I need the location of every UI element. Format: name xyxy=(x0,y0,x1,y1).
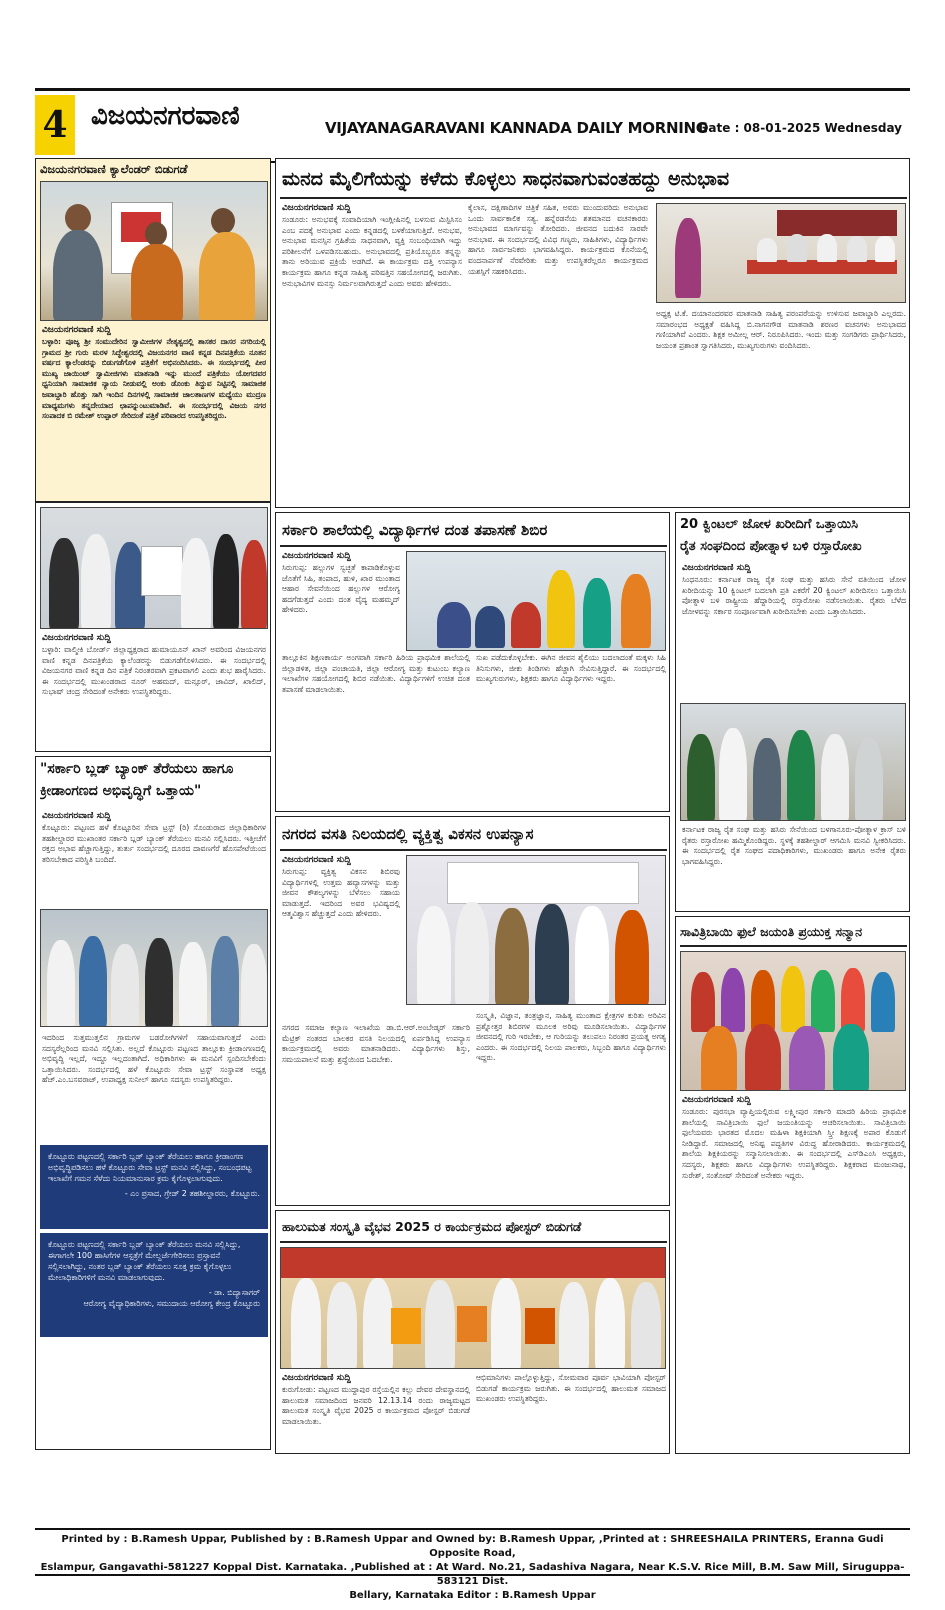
date: Date : 08-01-2025 Wednesday xyxy=(698,121,902,135)
dental-rule xyxy=(280,545,667,547)
halumatha-body-2: ಆಭಿಮಾನಿಗಳು ಪಾಲ್ಗೊಳ್ಳುತ್ತಿದ್ದು, ಸೋಮವಾರ ಪೂರ್ವ ಭಾವಿಯಾಗಿ ಪೋಸ್ಟರ್ ಬಿಡುಗಡೆ ಕಾರ್ಯಕ್ರಮ ಜರುಗಿತು. ಈ ಸಂದರ್ಭದಲ್ಲಿ ಹಾಲುಮತ ಸಮಾಜದ ಮುಖಂಡರು ಉಪಸ್ಥಿತರಿದ್ದರು. xyxy=(476,1373,666,1404)
hostel-headline: ನಗರದ ವಸತಿ ನಿಲಯದಲ್ಲಿ ವ್ಯಕ್ತಿತ್ವ ವಿಕಸನ ಉಪನ್ಯಾಸ xyxy=(282,825,534,843)
calendar-2-body: ಬಳ್ಳಾರಿ: ವಾಲ್ಮೀಕಿ ಬೋರ್ಡ್ ಜಿಲ್ಲಾಧ್ಯಕ್ಷರಾದ ಹುಮಾಯೂನ್ ಖಾನ್ ಅವರಿಂದ ವಿಜಯನಗರ ವಾಣಿ ಕನ್ನಡ ದಿನಪತ್ರಿಕೆಯ ಕ್ಯಾಲೆಂಡರನ್ನು ಬಿಡುಗಡೆಗೊಳಿಸಿದರು. ಈ ಸಂದರ್ಭದಲ್ಲಿ ವಿಜಯನಗರ ವಾಣಿ ಕನ್ನಡ ದಿನ ಪತ್ರಿಕೆ ನಿರಂತರವಾಗಿ ಪ್ರಕಟವಾಗಲಿ ಎಂದು ಶುಭ ಹಾರೈಸಿದರು. ಈ ಸಂದರ್ಭದಲ್ಲಿ ಮುಖಂಡರಾದ ನೂರ್ ಅಹಮದ್, ಮನ್ಸೂರ್, ಜಾವಿದ್, ಖಾಲಿದ್, ಸುಭಾಷ್ ಚಂದ್ರ ಸೇರಿದಂತೆ ಅನೇಕರು ಉಪಸ್ಥಿತರಿದ್ದರು. xyxy=(42,645,266,697)
notice-tahsildar-text: ಕೊಟ್ಟೂರು ಪಟ್ಟಣದಲ್ಲಿ ಸರ್ಕಾರಿ ಬ್ಲಡ್ ಬ್ಯಾಂಕ್ ತೆರೆಯಲು ಹಾಗೂ ಕ್ರೀಡಾಂಗಣ ಅಭಿವೃದ್ಧಿಪಡಿಸಲು ಹಳೆ ಕೊಟ್ಟೂರು ಸೇವಾ ಟ್ರಸ್ಟ್ ಮನವಿ ಸಲ್ಲಿಸಿದ್ದು, ಸಂಬಂಧಪಟ್ಟ ಇಲಾಖೆಗೆ ಗಮನ ಸೆಳೆದು ನಿಯಮಾನುಸಾರ ಕ್ರಮ ಕೈಗೊಳ್ಳಲಾಗುವುದು. xyxy=(48,1152,252,1183)
dental-body-1: ಸಿರುಗುಪ್ಪ: ಹಲ್ಲುಗಳ ಸ್ವಚ್ಛತೆ ಕಾಪಾಡಿಕೊಳ್ಳುವ ಜೊತೆಗೆ ಸಿಹಿ, ತಂಪಾದ, ಹುಳಿ, ಖಾರ ಮುಂತಾದ ಆಹಾರ ಸೇವನೆಯಿಂದ ಹಲ್ಲುಗಳ ಆರೋಗ್ಯ ಹದಗೆಡುತ್ತದೆ ಎಂದು ದಂತ ವೈದ್ಯ ಮಹಮ್ಮದ್ ಹೇಳಿದರು. xyxy=(282,563,400,615)
calendar-release-photo-2 xyxy=(40,507,268,629)
savitribai-byline: ವಿಜಯನಗರವಾಣಿ ಸುದ್ದಿ xyxy=(682,1095,751,1105)
dental-body-2: ತಾಲ್ಲೂಕಿನ ಶಿಕ್ಷಣಕಾರ್ಯ ಅಂಗವಾಗಿ ಸರ್ಕಾರಿ ಹಿರಿಯ ಪ್ರಾಥಮಿಕ ಶಾಲೆಯಲ್ಲಿ ಜಿಲ್ಲಾಡಳಿತ, ಜಿಲ್ಲಾ ಪಂಚಾಯತಿ, ಜಿಲ್ಲಾ ಆರೋಗ್ಯ ಮತ್ತು ಕುಟುಂಬ ಕಲ್ಯಾಣ ಇಲಾಖೆಗಳ ಸಹಯೋಗದಲ್ಲಿ ಶಿಬಿರ ನಡೆಯಿತು. ವಿದ್ಯಾರ್ಥಿಗಳಿಗೆ ಉಚಿತ ದಂತ ತಪಾಸಣೆ ಮಾಡಲಾಯಿತು. xyxy=(282,653,470,694)
dental-story xyxy=(275,512,670,812)
hostel-body-3: ಸಂಸ್ಕೃತಿ, ವಿಜ್ಞಾನ, ತಂತ್ರಜ್ಞಾನ, ಸಾಹಿತ್ಯ ಮುಂತಾದ ಕ್ಷೇತ್ರಗಳ ಕುರಿತು ಅರಿವಿನ ಪ್ರಶ್ನೋತ್ತರ ಶಿಬಿರಗಳ ಮೂಲಕ ಅರಿವು ಮೂಡಿಸಲಾಯಿತು. ವಿದ್ಯಾರ್ಥಿಗಳ ಜೀವನದಲ್ಲಿ ಗುರಿ ಇರಬೇಕು, ಆ ಗುರಿಯನ್ನು ತಲುಪಲು ನಿರಂತರ ಪ್ರಯತ್ನ ಅಗತ್ಯ ಎಂದರು. ಈ ಸಂದರ್ಭದಲ್ಲಿ ನಿಲಯ ಪಾಲಕರು, ಸಿಬ್ಬಂದಿ ಹಾಗೂ ವಿದ್ಯಾರ್ಥಿಗಳು ಇದ್ದರು. xyxy=(476,1011,666,1063)
imprint-line-1: Printed by : B.Ramesh Uppar, Published by : B.Ramesh Uppar and Owned by: B.Ramesh Uppar, ,Printed at : SHREESHAILA PRINTERS, Eranna Gudi Opposite Road, xyxy=(61,1534,884,1559)
calendar-2-byline: ವಿಜಯನಗರವಾಣಿ ಸುದ್ದಿ xyxy=(42,633,111,643)
halumatha-body-1: ಕುರುಗೋಡು: ಪಟ್ಟಣದ ಮುದ್ದಾಪುರ ರಸ್ತೆಯಲ್ಲಿನ ಕಲ್ಲು ದೇವರ ದೇವಸ್ಥಾನದಲ್ಲಿ ಹಾಲುಮತ ಸಮಾಜದಿಂದ ಜನವರಿ 12.13.14 ರಂದು ರಾಜ್ಯಮಟ್ಟದ ಹಾಲುಮತ ಸಂಸ್ಕೃತಿ ವೈಭವ 2025 ರ ಕಾರ್ಯಕ್ರಮದ ಪೋಸ್ಟರ್ ಬಿಡುಗಡೆ ಮಾಡಲಾಯಿತು. xyxy=(282,1385,470,1426)
notice-doctor xyxy=(40,1233,268,1337)
dental-body-3: ಸುಖ ಪಡೆದುಕೊಳ್ಳಬೇಕು. ಈಗಿನ ಜೀವನ ಶೈಲಿಯು ಬದಲಾದಂತೆ ಮಕ್ಕಳು ಸಿಹಿ ತಿನಿಸುಗಳು, ಜೀಕು ತಿಂಡಿಗಳು ಹೆಚ್ಚಾಗಿ ಸೇವಿಸುತ್ತಿದ್ದಾರೆ. ಈ ಸಂದರ್ಭದಲ್ಲಿ ಮುಖ್ಯಗುರುಗಳು, ಶಿಕ್ಷಕರು ಹಾಗೂ ವಿದ್ಯಾರ್ಥಿಗಳು ಇದ್ದರು. xyxy=(476,653,666,684)
calendar-byline: ವಿಜಯನಗರವಾಣಿ ಸುದ್ದಿ xyxy=(42,325,111,335)
hostel-photo xyxy=(406,855,666,1005)
farmers-headline-2: ರೈತ ಸಂಘದಿಂದ ಪೋತ್ನಾಳ ಬಳಿ ರಸ್ತಾರೋಖ xyxy=(680,539,862,554)
calendar-headline: ವಿಜಯನಗರವಾಣಿ ಕ್ಯಾಲೆಂಡರ್ ಬಿಡುಗಡೆ xyxy=(40,162,188,176)
notice-doctor-signature-2: ಆರೋಗ್ಯ ವೈದ್ಯಾಧಿಕಾರಿಗಳು, ಸಮುದಾಯ ಆರೋಗ್ಯ ಕೇಂದ್ರ ಕೊಟ್ಟೂರು xyxy=(83,1299,260,1308)
farmers-body-1: ಸಿಂಧನೂರು: ಕರ್ನಾಟಕ ರಾಜ್ಯ ರೈತ ಸಂಘ ಮತ್ತು ಹಸಿರು ಸೇನೆ ವತಿಯಿಂದ ಜೋಳ ಖರೀದಿಯನ್ನು 10 ಕ್ವಿಂಟಲ್ ಬದಲಾಗಿ ಪ್ರತಿ ಎಕರೆಗೆ 20 ಕ್ವಿಂಟಲ್ ಖರೀದಿಸಲು ಒತ್ತಾಯಿಸಿ ಪೋತ್ನಾಳ ಬಳಿ ರಾಷ್ಟ್ರೀಯ ಹೆದ್ದಾರಿಯಲ್ಲಿ ರಸ್ತಾರೋಖ ನಡೆಸಲಾಯಿತು. ರೈತರು ಬೆಳೆದ ಜೋಳವನ್ನು ಸರ್ಕಾರ ಸಂಪೂರ್ಣವಾಗಿ ಖರೀದಿಸಬೇಕು ಎಂದು ಒತ್ತಾಯಿಸಿದರು. xyxy=(682,575,906,616)
blood-bank-body-1: ಕೊಟ್ಟೂರು: ಪಟ್ಟಣದ ಹಳೆ ಕೊಟ್ಟೂರಿನ ಸೇವಾ ಟ್ರಸ್ಟ್ (ರಿ) ಸೊಂಡುರಾದ ಜಿಲ್ಲಾಧಿಕಾರಿಗಳ ತಹಶೀಲ್ದಾರರ ಮುಖಾಂತರ ಸರ್ಕಾರಿ ಬ್ಲಡ್ ಬ್ಯಾಂಕ್ ತೆರೆಯಲು ಮನವಿ ಸಲ್ಲಿಸಿದರು. ಇತ್ತೀಚೆಗೆ ರಕ್ತದ ಅಭಾವ ಹೆಚ್ಚಾಗುತ್ತಿದ್ದು, ತುರ್ತು ಸಂದರ್ಭದಲ್ಲಿ ದೂರದ ದಾವಣಗೆರೆ ಹೊಸಪೇಟೆಯಿಂದ ತರಿಸಬೇಕಾದ ಪರಿಸ್ಥಿತಿ ಬಂದಿದೆ. xyxy=(42,823,266,864)
calendar-release-photo xyxy=(40,181,268,321)
calendar-story xyxy=(35,158,271,502)
halumatha-rule xyxy=(280,1241,667,1243)
farmers-body-2: ಕರ್ನಾಟಕ ರಾಜ್ಯ ರೈತ ಸಂಘ ಮತ್ತು ಹಸಿರು ಸೇನೆಯಿಂದ ಬಳಗಾನೂರು-ಪೋತ್ನಾಳ ಕ್ರಾಸ್ ಬಳಿ ರೈತರು ರಸ್ತಾರೋಖ ಹಮ್ಮಿಕೊಂಡಿದ್ದರು. ಸ್ಥಳಕ್ಕೆ ತಹಶೀಲ್ದಾರ್ ಆಗಮಿಸಿ ಮನವಿ ಸ್ವೀಕರಿಸಿದರು. ಈ ಸಂದರ್ಭದಲ್ಲಿ ರೈತ ಸಂಘದ ಪದಾಧಿಕಾರಿಗಳು, ಮುಖಂಡರು ಹಾಗೂ ಅನೇಕ ರೈತರು ಭಾಗವಹಿಸಿದ್ದರು. xyxy=(682,825,906,866)
lead-rule xyxy=(280,197,907,199)
notice-doctor-text: ಕೊಟ್ಟೂರು ಪಟ್ಟಣದಲ್ಲಿ ಸರ್ಕಾರಿ ಬ್ಲಡ್ ಬ್ಯಾಂಕ್ ತೆರೆಯಲು ಮನವಿ ಸಲ್ಲಿಸಿದ್ದು, ಈಗಾಗಲೇ 100 ಹಾಸಿಗೆಗಳ ಆಸ್ಪತ್ರೆಗೆ ಮೇಲ್ದರ್ಜೆಗೇರಿಸಲು ಪ್ರಸ್ತಾವನೆ ಸಲ್ಲಿಸಲಾಗಿದ್ದು, ನಂತರ ಬ್ಲಡ್ ಬ್ಯಾಂಕ್ ತೆರೆಯಲು ಸೂಕ್ತ ಕ್ರಮ ಕೈಗೊಳ್ಳಲು ಮೇಲಾಧಿಕಾರಿಗಳಿಗೆ ಮನವಿ ಮಾಡಲಾಗುವುದು. xyxy=(48,1240,241,1282)
blood-bank-story xyxy=(35,756,271,1450)
imprint-line-3: Bellary, Karnataka Editor : B.Ramesh Uppar xyxy=(349,1590,596,1601)
calendar-body: ಬಳ್ಳಾರಿ: ಪೂಜ್ಯ ಶ್ರೀ ಸಂಮುದೇರಿನ ಸ್ವಾಮೀಜಿಗಳ ನೇತೃತ್ವದಲ್ಲಿ ಶಾಸಕರ ದಾಸರ ನಗರಿಯಲ್ಲಿ ಗ್ರಾಮದ ಶ್ರೀ ಗುರು ಮರಳ ಸಿದ್ಧೇಶ್ವರದಲ್ಲಿ ವಿಜಯನಗರ ವಾಣಿ ಕನ್ನಡ ದಿನಪತ್ರಿಕೆಯ ನೂತನ ವರ್ಷದ ಕ್ಯಾಲೆಂಡರನ್ನು ಬಿಡುಗಡೆಗೊಳಿ ಪತ್ರಿಕೆಗೆ ಅಭಿನಂದಿಸಿದರು. ಈ ಸಂದರ್ಭದಲ್ಲಿ ಪೀಠ ಮುಖ್ಯ ಜಾಯಿಂಟ್ ಸ್ವಾಮೀಜಿಗಳು ಮಾತನಾಡಿ ಇನ್ನು ಮುಂದೆ ಪತ್ರಿಕೆಯು ಯೋಗದವರ ಧ್ವನಿಯಾಗಿ ಸಾಮಾಜಿಕ ನ್ಯಾಯ ನೀಡುವಲ್ಲಿ ಅಂಕು ಡೊಂಕು ತಿದ್ದುವ ನಿಟ್ಟಿನಲ್ಲಿ ಸಾಮಾಜಿಕ ಜವಾಬ್ದಾರಿ ಹೊತ್ತು ಸಾಗಿ ಇಂದಿನ ದಿನಗಳಲ್ಲಿ ಸಾಮಾಜಿಕ ಜಾಲತಾಣಗಳ ಮಧ್ಯೆಯು ಮುದ್ರಣ ಮಾಧ್ಯಮಗಳು ತನ್ನದೇಯಾದ ಛಾಪನ್ನುಂಟುಮಾಡಿವೆ. ಈ ಸಂದರ್ಭದಲ್ಲಿ ವಿಜಯ ನಗರ ಸಂಪಾದಕ ಬಿ ರಮೇಶ್ ಉಪ್ಪಾರ್ ಸೇರಿದಂತೆ ಪತ್ರಿಕೆ ಪರಿವಾರದ ಉಪಸ್ಥಿತರಿದ್ದರು. xyxy=(42,337,266,421)
lead-photo xyxy=(656,203,906,303)
lead-story xyxy=(275,158,910,508)
hostel-byline: ವಿಜಯನಗರವಾಣಿ ಸುದ್ದಿ xyxy=(282,855,351,865)
calendar-story-2 xyxy=(35,502,271,752)
lead-col-2: ಕೈಲಾಸ, ದಕ್ಷಿಣಾದಿಗಳ ಚಿತ್ರಿಕೆ ಸಹಿತ, ಅವರು ಮುಂದುವರಿದು ಅನುಭಾವ ಒಂದು ಸಾರ್ವಕಾಲಿಕ ಸತ್ಯ. ಹನ್ನೆರಡನೆಯ ಶತಮಾನದ ವಚನಕಾರರು ಅನುಭಾವದ ಮಾರ್ಗವನ್ನು ತೋರಿದರು. ಜೀವನದ ಬದುಕಿನ ಸಾರವೇ ಅನುಭಾವ. ಈ ಸಂದರ್ಭದಲ್ಲಿ ವಿವಿಧ ಗಣ್ಯರು, ಸಾಹಿತಿಗಳು, ವಿದ್ಯಾರ್ಥಿಗಳು ಹಾಗೂ ಸಾರ್ವಜನಿಕರು ಭಾಗವಹಿಸಿದ್ದರು. ಕಾರ್ಯಕ್ರಮದ ಕೊನೆಯಲ್ಲಿ ವಂದನಾರ್ಪಣೆ ನೆರವೇರಿತು ಮತ್ತು ಉಪಸ್ಥಿತರೆಲ್ಲರೂ ಕಾರ್ಯಕ್ರಮದ ಯಶಸ್ಸಿಗೆ ಸಹಕರಿಸಿದರು. xyxy=(468,203,648,276)
notice-tahsildar xyxy=(40,1145,268,1229)
savitribai-headline: ಸಾವಿತ್ರಿಬಾಯಿ ಫುಲೆ ಜಯಂತಿ ಪ್ರಯುಕ್ತ ಸನ್ಮಾನ xyxy=(680,924,863,939)
savitribai-photo xyxy=(680,951,906,1091)
newspaper-page xyxy=(35,88,910,1601)
hostel-body-1: ಸಿರುಗುಪ್ಪ: ವ್ಯಕ್ತಿತ್ವ ವಿಕಸನ ಶಿಬಿರವು ವಿದ್ಯಾರ್ಥಿಗಳಲ್ಲಿ ಉತ್ತಮ ಹವ್ಯಾಸಗಳನ್ನು ಮತ್ತು ಜೀವನ ಕೌಶಲ್ಯಗಳನ್ನು ಬೆಳೆಸಲು ಸಹಾಯ ಮಾಡುತ್ತದೆ. ಇದರಿಂದ ಅವರ ಭವಿಷ್ಯದಲ್ಲಿ ಆತ್ಮವಿಶ್ವಾಸ ಹೆಚ್ಚುತ್ತದೆ ಎಂದು ಹೇಳಿದರು. xyxy=(282,867,400,919)
brand-english: VIJAYANAGARAVANI KANNADA DAILY MORNING xyxy=(325,119,708,137)
dental-photo xyxy=(406,551,666,651)
halumatha-photo xyxy=(280,1247,666,1369)
blood-bank-byline: ವಿಜಯನಗರವಾಣಿ ಸುದ್ದಿ xyxy=(42,811,111,821)
savitribai-body: ಸಂಡೂರು: ಪುರಸಭಾ ವ್ಯಾಪ್ತಿಯಲ್ಲಿರುವ ಲಕ್ಷ್ಮೀಪುರ ಸರ್ಕಾರಿ ಮಾದರಿ ಹಿರಿಯ ಪ್ರಾಥಮಿಕ ಶಾಲೆಯಲ್ಲಿ ಸಾವಿತ್ರಿಬಾಯಿ ಫುಲೆ ಜಯಂತಿಯನ್ನು ಆಚರಿಸಲಾಯಿತು. ಸಾವಿತ್ರಿಬಾಯಿ ಫುಲೆಯವರು ಭಾರತದ ಮೊದಲ ಮಹಿಳಾ ಶಿಕ್ಷಕಿಯಾಗಿ ಸ್ತ್ರೀ ಶಿಕ್ಷಣಕ್ಕೆ ಅಪಾರ ಕೊಡುಗೆ ನೀಡಿದ್ದಾರೆ. ಸಮಾಜದಲ್ಲಿ ಅನಿಷ್ಟ ಪದ್ಧತಿಗಳ ವಿರುದ್ಧ ಹೋರಾಡಿದರು. ಕಾರ್ಯಕ್ರಮದಲ್ಲಿ ಶಾಲೆಯ ಶಿಕ್ಷಕಿಯರನ್ನು ಸನ್ಮಾನಿಸಲಾಯಿತು. ಈ ಸಂದರ್ಭದಲ್ಲಿ ಎಸ್‌ಡಿಎಂಸಿ ಅಧ್ಯಕ್ಷರು, ಸದಸ್ಯರು, ಶಿಕ್ಷಕರು ಹಾಗೂ ವಿದ್ಯಾರ್ಥಿಗಳು ಉಪಸ್ಥಿತರಿದ್ದರು. ಶಿಕ್ಷಕರಾದ ಮಂಜುನಾಥ, ಸುರೇಶ್, ಸಂತೋಷ್ ಸೇರಿದಂತೆ ಅನೇಕರು ಇದ್ದರು. xyxy=(682,1107,906,1180)
farmers-headline-1: 20 ಕ್ವಿಂಟಲ್ ಜೋಳ ಖರೀದಿಗೆ ಒತ್ತಾಯಿಸಿ xyxy=(680,517,859,532)
notice-tahsildar-signature: - ಎಂ ಪ್ರಸಾದ, ಗ್ರೇಡ್ 2 ತಹಶೀಲ್ದಾರರು, ಕೊಟ್ಟೂರು. xyxy=(124,1189,260,1198)
savitribai-rule xyxy=(680,945,907,947)
halumatha-story xyxy=(275,1210,670,1454)
hostel-story xyxy=(275,816,670,1206)
dental-byline: ವಿಜಯನಗರವಾಣಿ ಸುದ್ದಿ xyxy=(282,551,351,561)
hostel-rule xyxy=(280,849,667,851)
lead-col-1: ಸಂಡೂರು: ಅನುಭವಕ್ಕೆ ಸಂವಾದಿಯಾಗಿ ಇಂಗ್ಲೀಷಿನಲ್ಲಿ ಬಳಸುವ ಮಿಸ್ಟಿಸಿಸಂ ಎಂಬ ಪದಕ್ಕೆ ಅನುಭಾವ ಎಂದು ಕನ್ನಡದಲ್ಲಿ ಬಳಕೆಯಾಗುತ್ತಿದೆ. ಅನುಭವ, ಅನುಭಾವ ಮನಸ್ಸಿನ ಗ್ರಹಿಕೆಯ ಸಾಧನವಾಗಿ, ವ್ಯಕ್ತಿ ಸಂಬಂಧಿಯಾಗಿ ಇದ್ದು ಪರಿಶೀಲನೆಗೆ ಒಳಪಡಿಸಬಹುದು. ಅನುಭಾವದಲ್ಲಿ ಪ್ರತಿಯೊಬ್ಬರೂ ತನ್ನನ್ನು ತಾನು ಅರಿಯುವ ಪ್ರಕ್ರಿಯೆ ಅಡಗಿದೆ. ಈ ಕಾರ್ಯಕ್ರಮ ದತ್ತಿ ಉಪನ್ಯಾಸ ಕಾರ್ಯಕ್ರಮ ಹಾಗೂ ಕನ್ನಡ ಸಾಹಿತ್ಯ ಪರಿಷತ್ತಿನ ಸಹಯೋಗದಲ್ಲಿ ಜರುಗಿತು. ಅನುಭಾವಿಗಳ ಮನಸ್ಸು ನಿರ್ಮಲವಾಗಿರುತ್ತದೆ ಎಂದು ಅವರು ಹೇಳಿದರು. xyxy=(282,215,462,288)
brand-kannada: ವಿಜಯನಗರವಾಣಿ xyxy=(91,101,240,131)
dental-headline: ಸರ್ಕಾರಿ ಶಾಲೆಯಲ್ಲಿ ವಿದ್ಯಾರ್ಥಿಗಳ ದಂತ ತಪಾಸಣೆ ಶಿಬಿರ xyxy=(282,521,548,539)
imprint-footer xyxy=(35,1528,910,1601)
farmers-story xyxy=(675,512,910,912)
halumatha-byline: ವಿಜಯನಗರವಾಣಿ ಸುದ್ದಿ xyxy=(282,1373,351,1383)
lead-col-3: ಅಧ್ಯಕ್ಷ ಟಿ.ಕೆ. ದಯಾನಂದರವರ ಮಾತನಾಡಿ ಸಾಹಿತ್ಯ ಪರಂಪರೆಯನ್ನು ಉಳಿಸುವ ಜವಾಬ್ದಾರಿ ಎಲ್ಲರದು. ಸಮಾರಂಭದ ಅಧ್ಯಕ್ಷತೆ ವಹಿಸಿದ್ದ ಬಿ.ನಾಗನಗೌಡ ಮಾತನಾಡಿ ಶರಣರ ವಚನಗಳು ಅನುಭಾವದ ಗಣಿಯಾಗಿವೆ ಎಂದರು. ಶಿಕ್ಷಕ ಅಮೀಲ್ಲ ಆರ್. ನಿರೂಪಿಸಿದರು. ಇಂದು ಮತ್ತು ಸಂಗಡಿಗರು ಪ್ರಾರ್ಥಿಸಿದರು, ಜಯಂತ ಪ್ರಶಾಂತ ಸ್ವಾಗತಿಸಿದರು, ಮುಖ್ಯಗುರುಗಳು ವಂದಿಸಿದರು. xyxy=(656,309,906,350)
halumatha-headline: ಹಾಲುಮತ ಸಂಸ್ಕೃತಿ ವೈಭವ 2025 ರ ಕಾರ್ಯಕ್ರಮದ ಪೋಸ್ಟರ್ ಬಿಡುಗಡೆ xyxy=(282,1219,582,1234)
notice-doctor-signature: - ಡಾ. ಬಿದ್ಯಾಸಾಗರ್ xyxy=(208,1288,260,1297)
blood-bank-headline-1: "ಸರ್ಕಾರಿ ಬ್ಲಡ್ ಬ್ಯಾಂಕ್ ತೆರೆಯಲು ಹಾಗೂ xyxy=(40,761,234,777)
hostel-body-2: ನಗರದ ಸಮಾಜ ಕಲ್ಯಾಣ ಇಲಾಖೆಯ ಡಾ.ಬಿ.ಆರ್.ಅಂಬೇಡ್ಕರ್ ಸರ್ಕಾರಿ ಮೆಟ್ರಿಕ್ ನಂತರದ ಬಾಲಕರ ವಸತಿ ನಿಲಯದಲ್ಲಿ ಏರ್ಪಡಿಸಿದ್ದ ಉಪನ್ಯಾಸ ಕಾರ್ಯಕ್ರಮದಲ್ಲಿ ಅವರು ಮಾತನಾಡಿದರು. ವಿದ್ಯಾರ್ಥಿಗಳು ಶಿಸ್ತು, ಸಮಯಪಾಲನೆ ಮತ್ತು ಶ್ರದ್ಧೆಯಿಂದ ಓದಬೇಕು. xyxy=(282,1023,470,1064)
blood-bank-photo xyxy=(40,909,268,1027)
savitribai-story xyxy=(675,916,910,1454)
blood-bank-headline-2: ಕ್ರೀಡಾಂಗಣದ ಅಭಿವೃದ್ಧಿಗೆ ಒತ್ತಾಯ" xyxy=(40,783,202,799)
masthead xyxy=(35,88,910,163)
lead-headline: ಮನದ ಮೈಲಿಗೆಯನ್ನು ಕಳೆದು ಕೊಳ್ಳಲು ಸಾಧನವಾಗುವಂತಹದ್ದು ಅನುಭಾವ xyxy=(282,168,730,190)
farmers-byline: ವಿಜಯನಗರವಾಣಿ ಸುದ್ದಿ xyxy=(682,563,751,573)
lead-byline: ವಿಜಯನಗರವಾಣಿ ಸುದ್ದಿ xyxy=(282,203,351,213)
page-number: 4 xyxy=(35,95,75,155)
blood-bank-body-2: ಇದರಿಂದ ಸುತ್ತಮುತ್ತಲಿನ ಗ್ರಾಮಗಳ ಬಡರೋಗಿಗಳಿಗೆ ಸಹಾಯವಾಗುತ್ತದೆ ಎಂದು ಸದಸ್ಯರೆಲ್ಲರಿಂದ ಮನವಿ ಸಲ್ಲಿಸಿತು. ಅಲ್ಲದೆ ಕೊಟ್ಟೂರು ಪಟ್ಟಣದ ತಾಲ್ಲೂಕು ಕ್ರೀಡಾಂಗಣದಲ್ಲಿ ಅಭಿವೃದ್ಧಿ ಇಲ್ಲದೆ, ಇದ್ದೂ ಇಲ್ಲದಂತಾಗಿದೆ. ಅಧಿಕಾರಿಗಳು ಈ ಮನವಿಗೆ ಸ್ಪಂದಿಸಬೇಕೆಂದು ಒತ್ತಾಯಿಸಿದರು. ಸಂದರ್ಭದಲ್ಲಿ ಹಳೆ ಕೊಟ್ಟೂರು ಸೇವಾ ಟ್ರಸ್ಟ್ ಸಂಸ್ಥಾಪಕ ಅಧ್ಯಕ್ಷ ಹೆಚ್.ಎಂ.ಬಸವರಾಜ್, ಉಪಾಧ್ಯಕ್ಷ ಸುನೀಲ್ ಹಾಗೂ ಸದಸ್ಯರು ಉಪಸ್ಥಿತರಿದ್ದರು. xyxy=(42,1033,266,1085)
farmers-photo xyxy=(680,703,906,821)
imprint-line-2: Eslampur, Gangavathi-581227 Koppal Dist. Karnataka. ,Published at : At Ward. No.21, Sadashiva Nagara, Near K.S.V. Rice Mill, B.M. Saw Mill, Siruguppa-583121 Dist. xyxy=(40,1562,905,1587)
